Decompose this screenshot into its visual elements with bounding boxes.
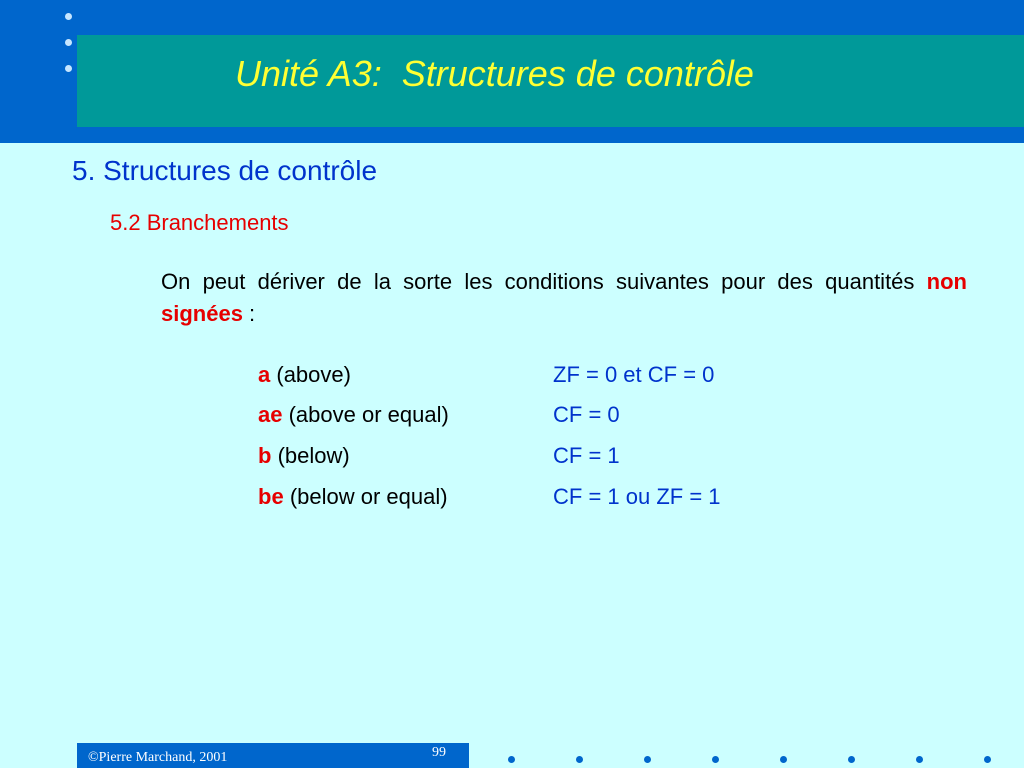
condition-description: (below) [277, 443, 350, 468]
bullet-dot-icon [65, 65, 72, 72]
condition-flags: ZF = 0 et CF = 0 [553, 362, 715, 387]
intro-text: On peut dériver de la sorte les conditions suivantes pour des quantités [161, 269, 915, 294]
footer-dot-icon [644, 756, 651, 763]
footer-dot-icon [984, 756, 991, 763]
subsection-heading: 5.2 Branchements [110, 210, 289, 235]
footer-dot-icon [576, 756, 583, 763]
condition-code: b [258, 443, 272, 468]
condition-description: (above) [276, 362, 351, 387]
condition-description: (below or equal) [289, 484, 448, 509]
intro-text-end: : [242, 301, 256, 326]
condition-code: a [258, 362, 271, 387]
copyright-text: ©Pierre Marchand, 2001 [88, 750, 228, 765]
footer-dot-icon [848, 756, 855, 763]
condition-description: (above or equal) [288, 402, 449, 427]
condition-row [258, 402, 818, 432]
condition-code: ae [258, 402, 283, 427]
footer-dot-icon [780, 756, 787, 763]
footer-dot-icon [916, 756, 923, 763]
intro-paragraph [161, 266, 967, 330]
slide-title: Unité A3: Structures de contrôle [235, 53, 754, 94]
condition-row [258, 362, 818, 392]
intro-emphasis: non signées [161, 269, 967, 326]
page-number: 99 [432, 745, 446, 760]
condition-row [258, 484, 818, 514]
condition-row [258, 443, 818, 473]
condition-flags: CF = 1 ou ZF = 1 [553, 484, 721, 509]
section-heading: 5. Structures de contrôle [72, 155, 378, 186]
footer-dot-icon [712, 756, 719, 763]
bullet-dot-icon [65, 13, 72, 20]
condition-flags: CF = 0 [553, 402, 620, 427]
bullet-dot-icon [65, 39, 72, 46]
condition-flags: CF = 1 [553, 443, 620, 468]
footer-dot-icon [508, 756, 515, 763]
condition-code: be [258, 484, 284, 509]
